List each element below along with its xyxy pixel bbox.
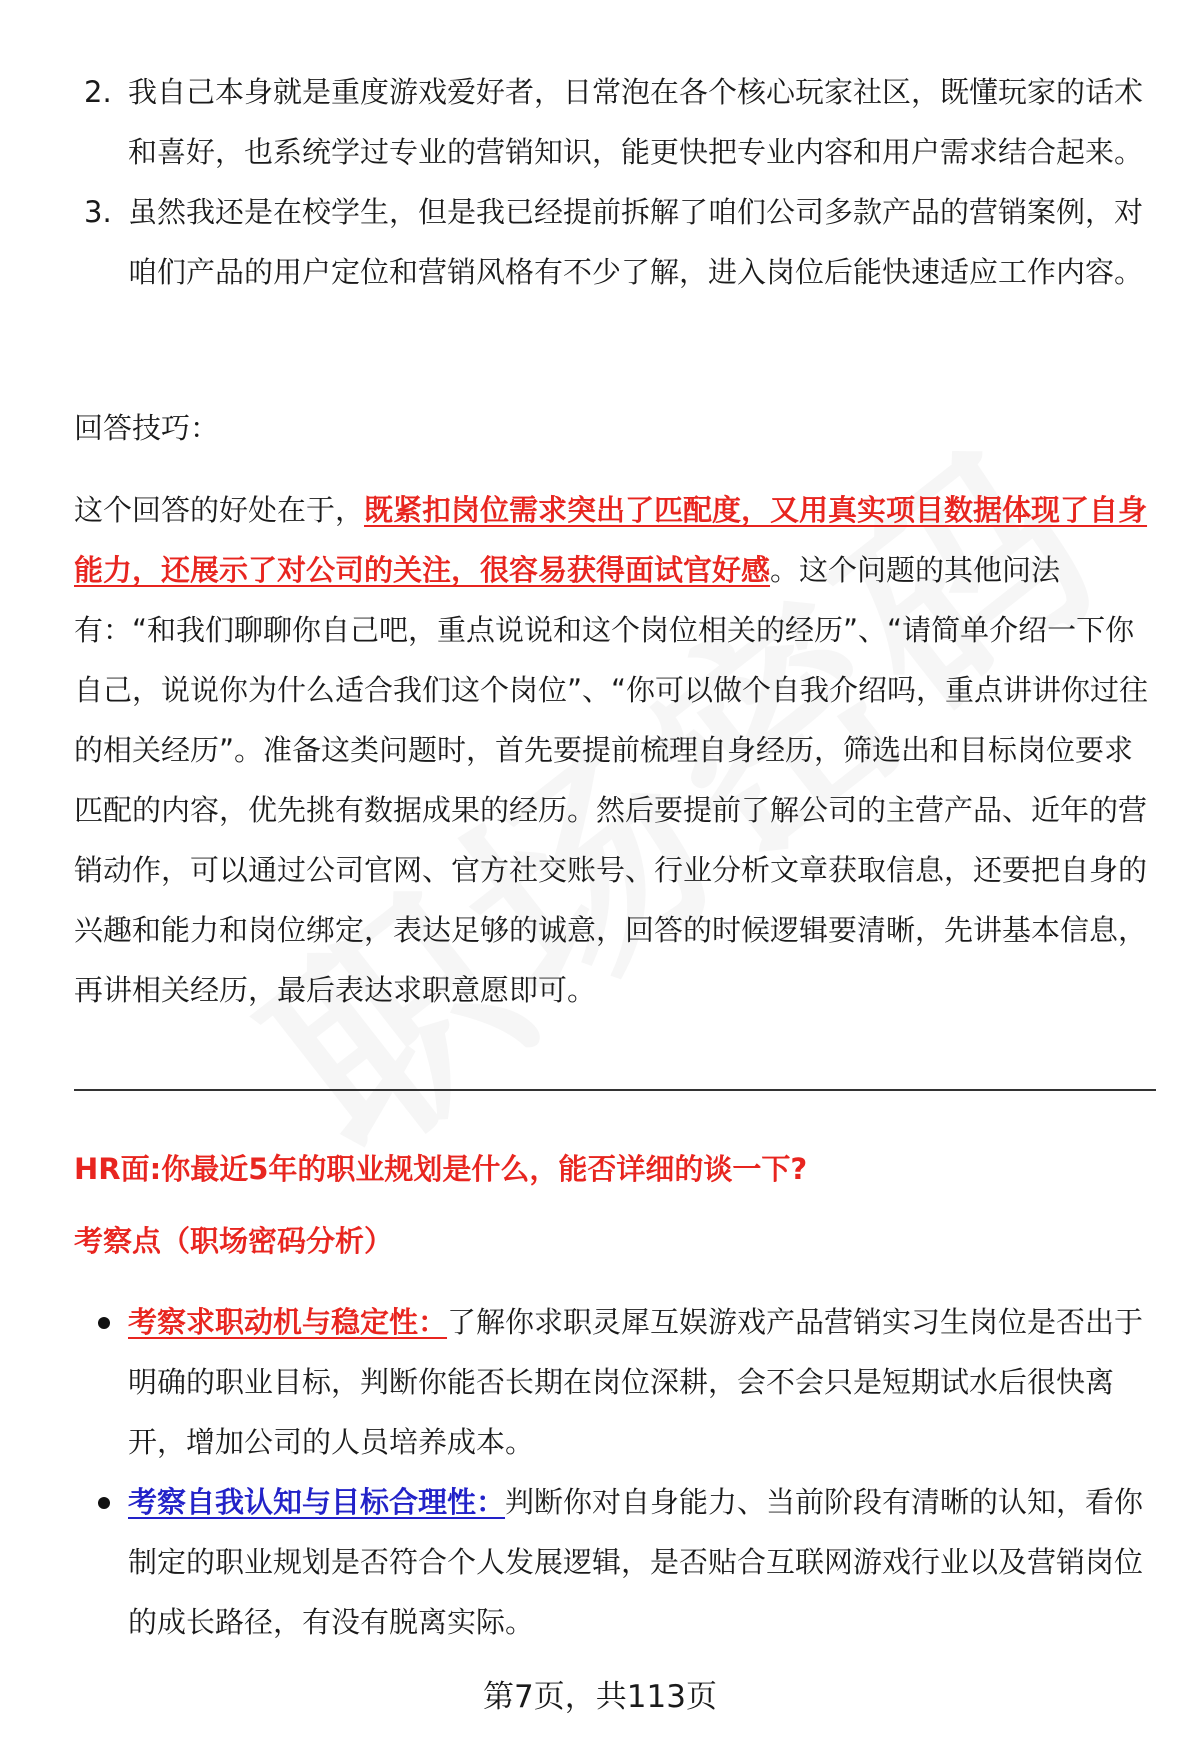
bullet-icon [98, 1497, 110, 1509]
tips-body: 。这个问题的其他问法有：“和我们聊聊你自己吧，重点说说和这个岗位相关的经历”、“请简单介绍一下你自己，说说你为什么适合我们这个岗位”、“你可以做个自我介绍吗，重点讲讲你过往的相关经历”。准备这类问题时，首先要提前梳理自身经历，筛选出和目标岗位要求匹配的内容，优先挑有数据成果的经历。然后要提前了解公司的主营产品、近年的营销动作，可以通过公司官网、官方社交账号、行业分析文章获取信息，还要把自身的兴趣和能力和岗位绑定，表达足够的诚意，回答的时候逻辑要清晰，先讲基本信息，再讲相关经历，最后表达求职意愿即可。 [74, 553, 1149, 1007]
focus-points-heading: 考察点（职场密码分析） [74, 1224, 394, 1258]
tips-highlight: 既紧扣岗位需求突出了匹配度，又用真实项目数据体现了自身能力，还展示了对公司的关注，很容易获得面试官好感 [74, 493, 1148, 587]
tips-paragraph [74, 480, 1154, 1020]
list-number: 3. [84, 195, 112, 229]
divider [74, 1089, 1156, 1091]
page-footer: 第7页，共113页 [483, 1679, 717, 1715]
list-item [84, 182, 1144, 302]
list-item [98, 1292, 1158, 1472]
tips-label: 回答技巧： [74, 411, 220, 445]
bullet-icon [98, 1317, 110, 1329]
list-item-text: 虽然我还是在校学生，但是我已经提前拆解了咱们公司多款产品的营销案例，对咱们产品的用户定位和营销风格有不少了解，进入岗位后能快速适应工作内容。 [128, 195, 1144, 289]
tips-prefix: 这个回答的好处在于， [74, 493, 365, 527]
hr-question-heading: HR面:你最近5年的职业规划是什么，能否详细的谈一下? [74, 1152, 808, 1186]
bullet-key: 考察求职动机与稳定性： [128, 1305, 448, 1339]
list-item-text: 我自己本身就是重度游戏爱好者，日常泡在各个核心玩家社区，既懂玩家的话术和喜好，也系统学过专业的营销知识，能更快把专业内容和用户需求结合起来。 [128, 75, 1144, 169]
ordered-list [84, 62, 1144, 302]
list-item [84, 62, 1144, 182]
bullet-list [98, 1292, 1158, 1652]
bullet-key: 考察自我认知与目标合理性： [128, 1485, 506, 1519]
bullet-text: 了解你求职灵犀互娱游戏产品营销实习生岗位是否出于明确的职业目标，判断你能否长期在岗位深耕，会不会只是短期试水后很快离开，增加公司的人员培养成本。 [128, 1305, 1144, 1459]
list-number: 2. [84, 75, 112, 109]
bullet-text: 判断你对自身能力、当前阶段有清晰的认知，看你制定的职业规划是否符合个人发展逻辑，是否贴合互联网游戏行业以及营销岗位的成长路径，有没有脱离实际。 [128, 1485, 1144, 1639]
list-item [98, 1472, 1158, 1652]
